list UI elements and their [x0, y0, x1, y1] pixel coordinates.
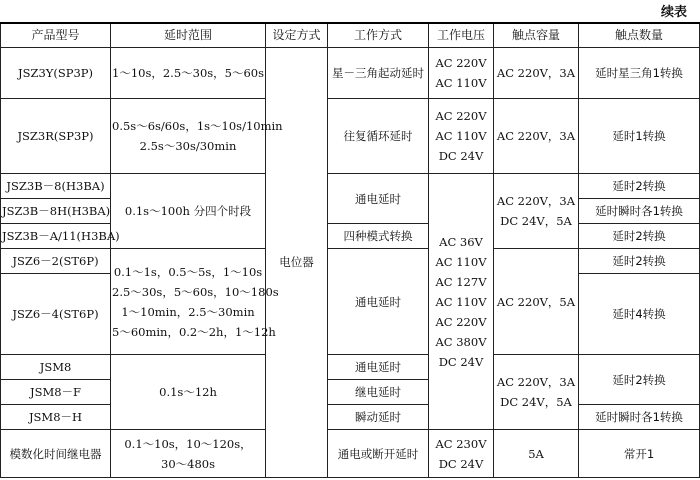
voltage-cell: AC 230V DC 24V: [429, 430, 494, 478]
capacity-cell: 5A: [494, 430, 579, 478]
count-cell: 延时星三角1转换: [579, 47, 700, 99]
mode-cell: 四种模式转换: [328, 224, 429, 249]
table-row: [1, 355, 700, 380]
voltage-block-cell: AC 36V AC 110V AC 127V AC 110V AC 220V AC 380V DC 24V: [429, 174, 494, 430]
table-row: [1, 224, 700, 249]
capacity-cell: AC 220V，3A DC 24V，5A: [494, 355, 579, 430]
model-cell: JSM8: [1, 355, 111, 380]
voltage-cell: AC 220V AC 110V: [429, 47, 494, 99]
table-row: [1, 430, 700, 478]
header-count: 触点数量: [579, 23, 700, 47]
table-header-row: [1, 23, 700, 47]
header-model: 产品型号: [1, 23, 111, 47]
relay-spec-table: [0, 22, 700, 478]
table-row: [1, 249, 700, 274]
header-range: 延时范围: [111, 23, 266, 47]
continued-label: 续表: [660, 5, 687, 20]
model-cell: JSZ6－2(ST6P): [1, 249, 111, 274]
range-cell: 0.1～10s，10～120s， 30～480s: [111, 430, 266, 478]
count-cell: 延时2转换: [579, 249, 700, 274]
table-row: [1, 99, 700, 174]
model-cell: JSM8－H: [1, 405, 111, 430]
model-cell: JSZ3B－8H(H3BA): [1, 199, 111, 224]
range-cell: 1～10s，2.5～30s，5～60s: [111, 47, 266, 99]
count-cell: 延时2转换: [579, 355, 700, 405]
count-cell: 延时瞬时各1转换: [579, 405, 700, 430]
range-cell: 0.1s～100h 分四个时段: [111, 174, 266, 249]
mode-cell: 通电延时: [328, 249, 429, 355]
mode-cell: 星－三角起动延时: [328, 47, 429, 99]
model-cell: JSZ3Y(SP3P): [1, 47, 111, 99]
header-voltage: 工作电压: [429, 23, 494, 47]
model-cell: JSZ3B－8(H3BA): [1, 174, 111, 199]
count-cell: 延时瞬时各1转换: [579, 199, 700, 224]
capacity-cell: AC 220V，3A: [494, 99, 579, 174]
model-cell: 模数化时间继电器: [1, 430, 111, 478]
capacity-cell: AC 220V，5A: [494, 249, 579, 355]
table-row: [1, 47, 700, 99]
mode-cell: 通电或断开延时: [328, 430, 429, 478]
header-capacity: 触点容量: [494, 23, 579, 47]
count-cell: 常开1: [579, 430, 700, 478]
header-mode: 工作方式: [328, 23, 429, 47]
count-cell: 延时2转换: [579, 174, 700, 199]
range-cell: 0.5s～6s/60s，1s～10s/10min 2.5s～30s/30min: [111, 99, 266, 174]
table-row: [1, 174, 700, 199]
table-row: [1, 405, 700, 430]
model-cell: JSM8－F: [1, 380, 111, 405]
count-cell: 延时2转换: [579, 224, 700, 249]
count-cell: 延时4转换: [579, 274, 700, 355]
mode-cell: 通电延时: [328, 174, 429, 224]
model-cell: JSZ6－4(ST6P): [1, 274, 111, 355]
header-setting: 设定方式: [266, 23, 328, 47]
model-cell: JSZ3B－A/11(H3BA): [1, 224, 111, 249]
range-cell: 0.1～1s，0.5～5s，1～10s 2.5～30s，5～60s，10～180s 1～10min，2.5～30min 5～60min，0.2～2h，1～12h: [111, 249, 266, 355]
model-cell: JSZ3R(SP3P): [1, 99, 111, 174]
mode-cell: 往复循环延时: [328, 99, 429, 174]
capacity-block-cell: AC 220V，3A DC 24V，5A: [494, 174, 579, 249]
range-cell: 0.1s～12h: [111, 355, 266, 430]
mode-cell: 继电延时: [328, 380, 429, 405]
mode-cell: 瞬动延时: [328, 405, 429, 430]
voltage-cell: AC 220V AC 110V DC 24V: [429, 99, 494, 174]
setting-method-cell: 电位器: [266, 47, 328, 478]
count-cell: 延时1转换: [579, 99, 700, 174]
mode-cell: 通电延时: [328, 355, 429, 380]
capacity-cell: AC 220V，3A: [494, 47, 579, 99]
